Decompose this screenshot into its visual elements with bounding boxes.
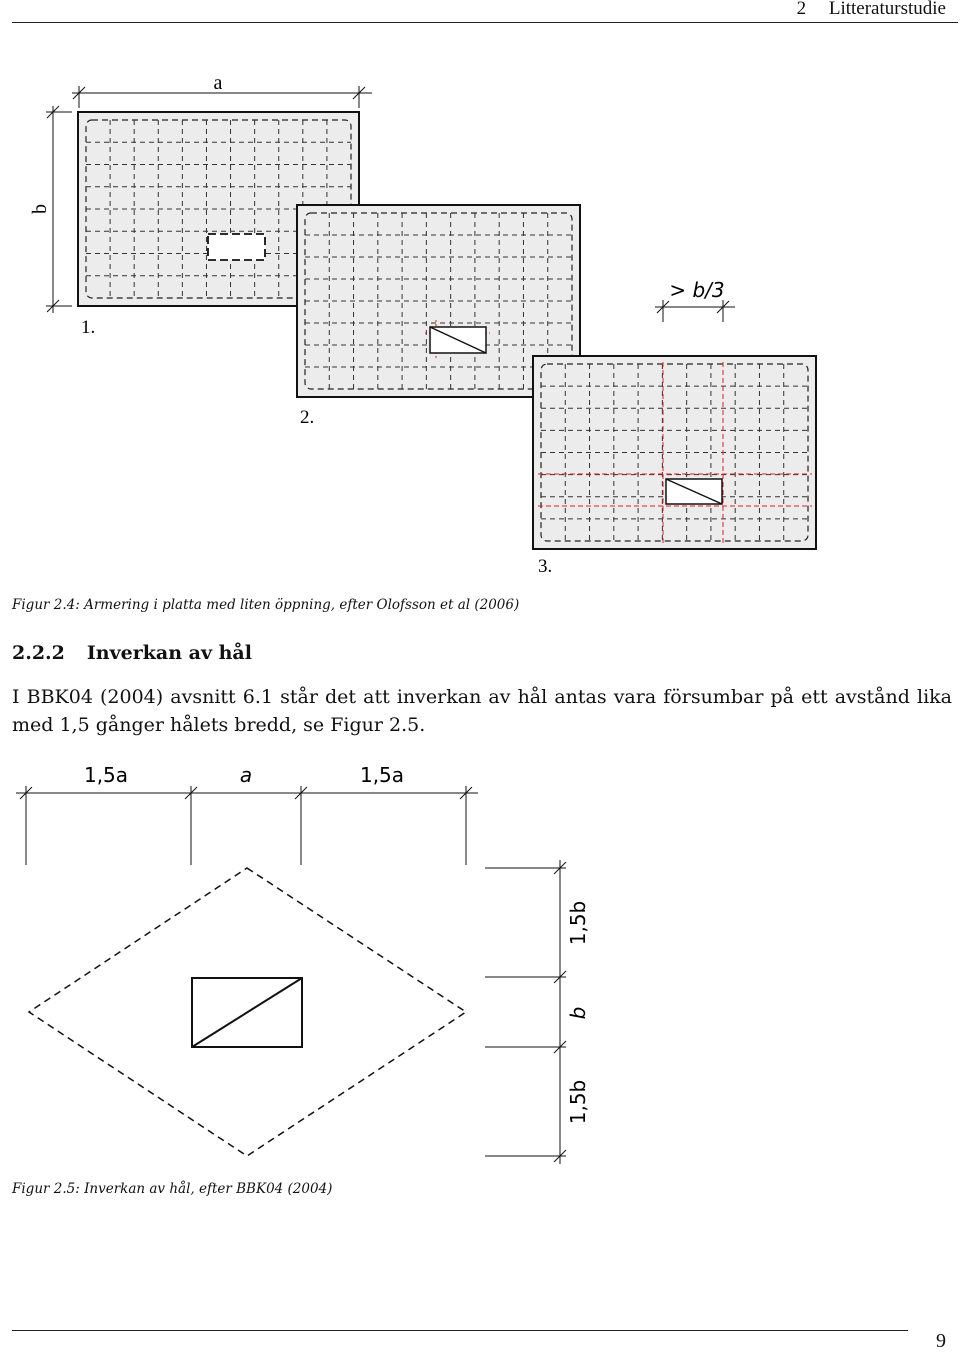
panel-label-2: 2. — [300, 407, 315, 428]
dim-label-a: a — [213, 72, 223, 94]
figure-caption-2: Figur 2.5: Inverkan av hål, efter BBK04 (2004) — [12, 1181, 333, 1197]
dim-label-side-top: 1,5b — [566, 900, 590, 946]
section-title: Inverkan av hål — [86, 642, 252, 664]
dim-label-top-right: 1,5a — [359, 763, 405, 787]
body-paragraph: I BBK04 (2004) avsnitt 6.1 står det att inverkan av hål antas vara försumbar på ett avstånd lika med 1,5 gånger hålets bredd, se Figur 2.5. — [12, 686, 952, 736]
page-number: 9 — [936, 1330, 946, 1352]
dim-label-top-left: 1,5a — [83, 763, 129, 787]
panel-label-3: 3. — [538, 556, 553, 577]
chapter-title: Litteraturstudie — [828, 0, 946, 19]
dim-label-b: b — [29, 204, 51, 214]
section-number: 2.2.2 — [12, 642, 65, 664]
chapter-number: 2 — [796, 0, 807, 19]
dim-label-side-mid: b — [566, 1006, 590, 1020]
dim-label-b3: > b/3 — [669, 278, 725, 302]
panel-label-1: 1. — [81, 317, 96, 338]
dim-label-side-bottom: 1,5b — [566, 1079, 590, 1125]
dim-label-top-mid: a — [239, 763, 253, 787]
figure-caption-1: Figur 2.4: Armering i platta med liten öppning, efter Olofsson et al (2006) — [12, 597, 520, 613]
footer-rule — [12, 1330, 908, 1331]
